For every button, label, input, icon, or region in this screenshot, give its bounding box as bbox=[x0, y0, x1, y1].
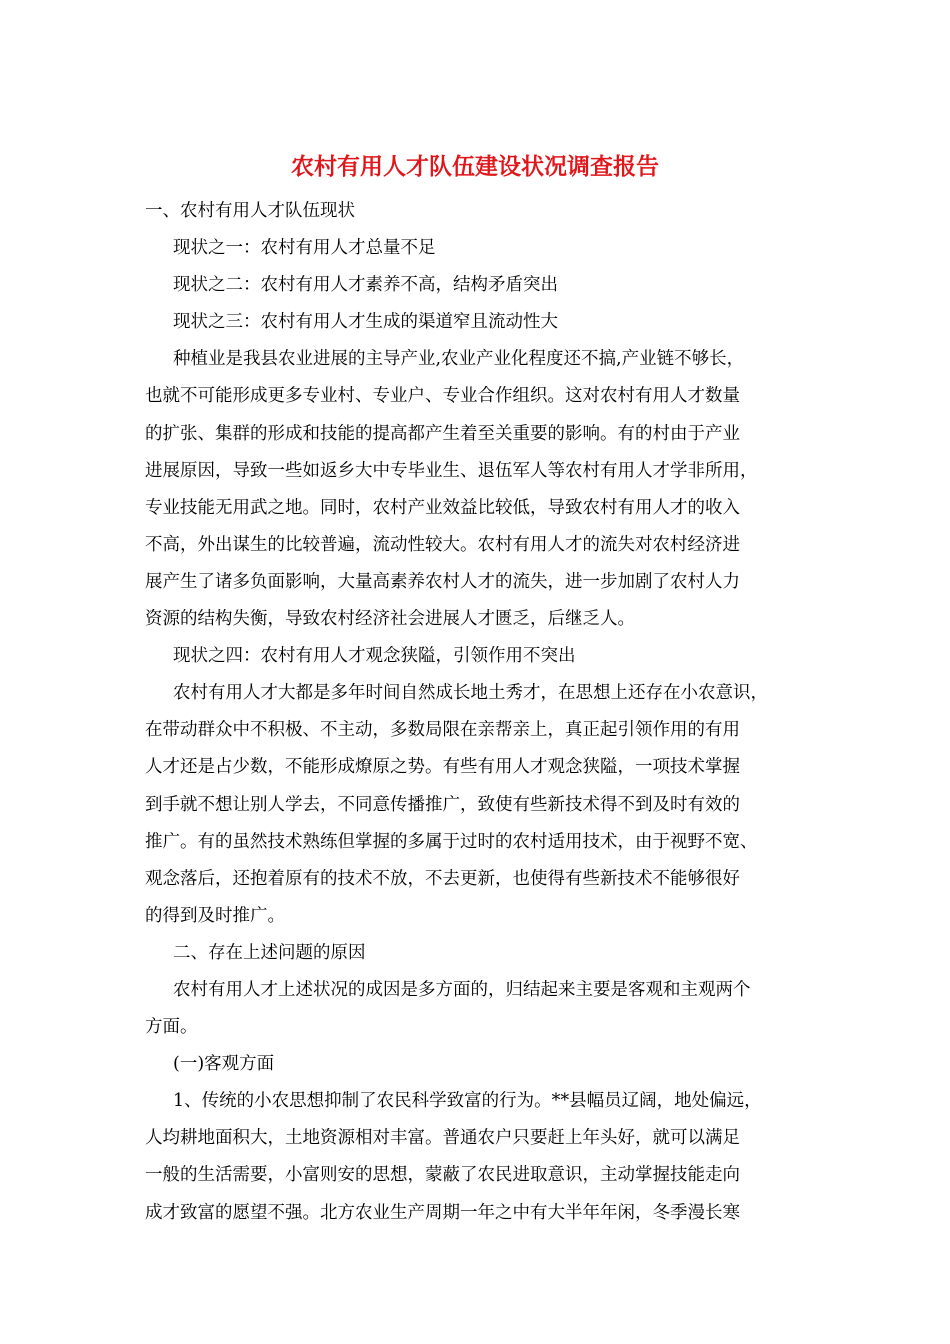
text-line: (一)客观方面 bbox=[173, 1054, 275, 1075]
text-line: 观念落后，还抱着原有的技术不放，不去更新，也使得有些新技术不能够很好 bbox=[145, 868, 740, 889]
text-line: 的扩张、集群的形成和技能的提高都产生着至关重要的影响。有的村由于产业 bbox=[145, 423, 740, 444]
text-line: 也就不可能形成更多专业村、专业户、专业合作组织。这对农村有用人才数量 bbox=[145, 386, 740, 407]
text-line: 农村有用人才上述状况的成因是多方面的，归结起来主要是客观和主观两个 bbox=[173, 979, 751, 1000]
text-line: 二、存在上述问题的原因 bbox=[173, 942, 366, 963]
text-line: 人才还是占少数，不能形成燎原之势。有些有用人才观念狭隘，一项技术掌握 bbox=[145, 757, 740, 778]
text-line: 到手就不想让别人学去，不同意传播推广，致使有些新技术得不到及时有效的 bbox=[145, 794, 740, 815]
text-line: 人均耕地面积大，土地资源相对丰富。普通农户只要赶上年头好，就可以满足 bbox=[145, 1128, 740, 1149]
text-line: 推广。有的虽然技术熟练但掌握的多属于过时的农村适用技术，由于视野不宽、 bbox=[145, 831, 758, 852]
text-line: 一般的生活需要，小富则安的思想，蒙蔽了农民进取意识，主动掌握技能走向 bbox=[145, 1165, 740, 1186]
text-line: 资源的结构失衡，导致农村经济社会进展人才匮乏，后继乏人。 bbox=[145, 609, 635, 630]
document-title: 农村有用人才队伍建设状况调查报告 bbox=[291, 154, 659, 180]
text-line: 一、农村有用人才队伍现状 bbox=[145, 201, 355, 221]
text-line: 专业技能无用武之地。同时，农村产业效益比较低，导致农村有用人才的收入 bbox=[145, 497, 740, 518]
text-line: 不高，外出谋生的比较普遍，流动性较大。农村有用人才的流失对农村经济进 bbox=[145, 534, 740, 555]
text-line: 展产生了诸多负面影响，大量高素养农村人才的流失，进一步加剧了农村人力 bbox=[145, 571, 740, 592]
text-line: 进展原因，导致一些如返乡大中专毕业生、退伍军人等农村有用人才学非所用， bbox=[145, 460, 758, 481]
text-line: 现状之二：农村有用人才素养不高，结构矛盾突出 bbox=[173, 275, 558, 296]
text-line: 现状之一：农村有用人才总量不足 bbox=[173, 238, 436, 259]
text-line: 的得到及时推广。 bbox=[145, 905, 285, 926]
text-line: 在带动群众中不积极、不主动，多数局限在亲帮亲上，真正起引领作用的有用 bbox=[145, 720, 740, 741]
text-line: 现状之四：农村有用人才观念狭隘，引领作用不突出 bbox=[173, 646, 576, 667]
document-body bbox=[145, 193, 825, 1232]
text-line: 成才致富的愿望不强。北方农业生产周期一年之中有大半年年闲，冬季漫长寒 bbox=[145, 1202, 740, 1223]
text-line: 现状之三：农村有用人才生成的渠道窄且流动性大 bbox=[173, 312, 558, 333]
text-line: 方面。 bbox=[145, 1017, 198, 1038]
text-line: 1、传统的小农思想抑制了农民科学致富的行为。**县幅员辽阔，地处偏远， bbox=[173, 1091, 762, 1112]
text-line: 农村有用人才大都是多年时间自然成长地土秀才，在思想上还存在小农意识， bbox=[173, 683, 768, 704]
text-line: 种植业是我县农业进展的主导产业,农业产业化程度还不搞,产业链不够长， bbox=[173, 349, 745, 370]
